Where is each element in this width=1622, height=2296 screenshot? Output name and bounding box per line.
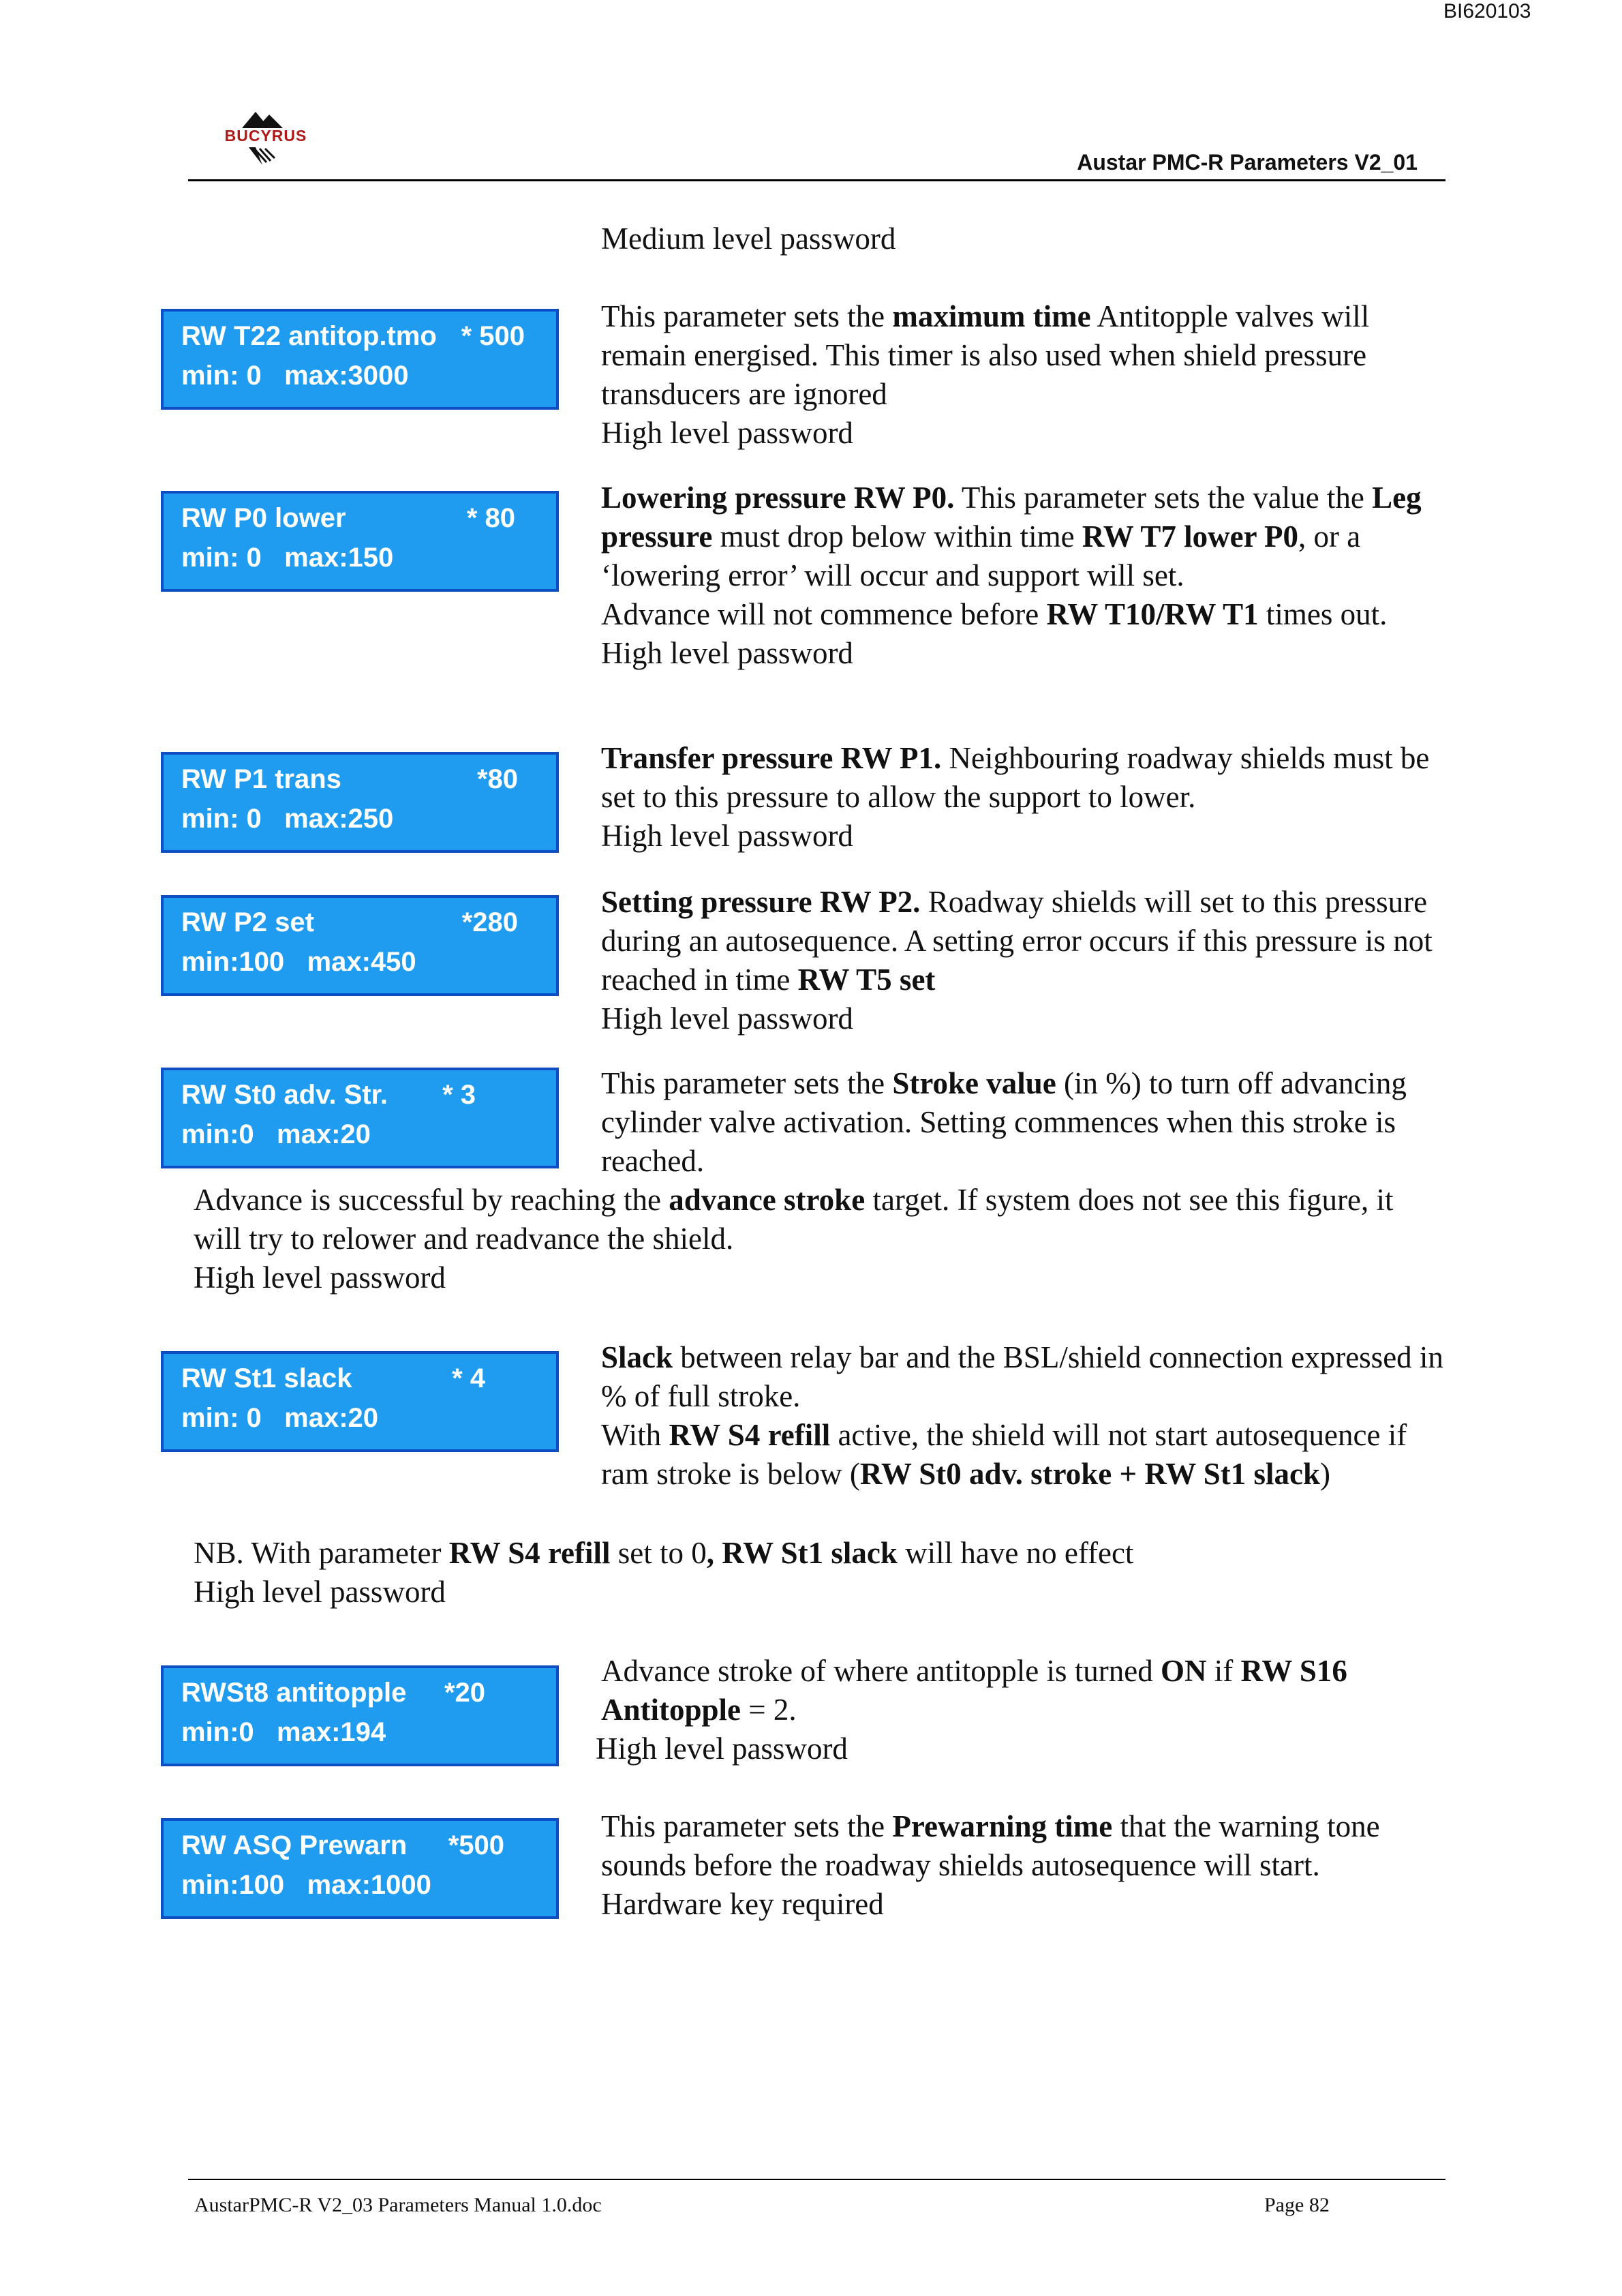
lcd-display-asq (161, 1818, 559, 1919)
section-t22: This parameter sets the maximum time Antitopple valves will remain energised. This timer is also used when shield pressure transducers are ignored High level password (601, 297, 1453, 453)
password-note: High level password (601, 1001, 853, 1036)
lcd-param-value: * 500 (461, 321, 525, 351)
section-p1: Transfer pressure RW P1. Neighbouring roadway shields must be set to this pressure to allow the support to lower. High level password (601, 739, 1453, 856)
header-rule (188, 179, 1445, 181)
document-id: BI620103 (1443, 0, 1531, 22)
lcd-param-range: min:0 max:20 (181, 1119, 371, 1149)
footer-filename: AustarPMC-R V2_03 Parameters Manual 1.0.doc (194, 2194, 602, 2216)
lcd-display-st1 (161, 1351, 559, 1452)
section-st8: Advance stroke of where antitopple is turned ON if RW S16 Antitopple = 2. High level password (601, 1652, 1453, 1768)
section-st1: Slack between relay bar and the BSL/shield connection expressed in % of full stroke. With RW S4 refill active, the shield will not start autosequence if ram stroke is below (RW St0 adv. stroke + RW St1 slack) (601, 1340, 1443, 1491)
lcd-param-value: * 3 (442, 1080, 476, 1110)
lcd-param-value: * 4 (452, 1363, 485, 1393)
bucyrus-logo (215, 108, 317, 176)
footer-page-number: Page 82 (1264, 2194, 1330, 2216)
lcd-param-name: RW St0 adv. Str. (181, 1080, 388, 1110)
section-asq: This parameter sets the Prewarning time that the warning tone sounds before the roadway shields autosequence will start. Hardware key required (601, 1807, 1453, 1924)
password-note: Hardware key required (601, 1887, 884, 1921)
lcd-param-range: min: 0 max:3000 (181, 361, 409, 391)
lcd-param-value: *80 (476, 764, 518, 794)
password-note: High level password (601, 416, 853, 450)
lcd-param-range: min:100 max:1000 (181, 1870, 431, 1900)
footer-rule (188, 2179, 1445, 2180)
password-note: High level password (601, 636, 853, 670)
lcd-param-name: RW P0 lower (181, 503, 346, 533)
section-st0: This parameter sets the Stroke value (in %) to turn off advancing cylinder valve activation. Setting commences when this stroke is reached. (601, 1066, 1407, 1178)
intro-password: Medium level password (601, 222, 896, 256)
logo-text: BUCYRUS (224, 127, 307, 145)
section-st1-note: NB. With parameter RW S4 refill set to 0, RW St1 slack will have no effect High level password (194, 1534, 1420, 1612)
lcd-param-name: RW P1 trans (181, 764, 341, 794)
section-p0: Lowering pressure RW P0. This parameter sets the value the Leg pressure must drop below within time RW T7 lower P0, or a ‘lowering error’ will occur and support will set. Advance will not commence before RW T10/RW T1 times out. High level password (601, 479, 1453, 673)
lcd-display-p2 (161, 895, 559, 996)
lcd-param-range: min: 0 max:250 (181, 804, 394, 834)
lcd-param-value: *20 (444, 1678, 485, 1708)
section-st0-continued: Advance is successful by reaching the advance stroke target. If system does not see this figure, it will try to relower and readvance the shield. High level password (194, 1181, 1420, 1297)
lcd-param-value: * 80 (466, 503, 515, 533)
lcd-param-value: *280 (461, 907, 518, 937)
lcd-param-name: RWSt8 antitopple (181, 1678, 407, 1708)
lcd-param-name: RW P2 set (181, 907, 314, 937)
lcd-display-p1 (161, 752, 559, 853)
lcd-param-range: min: 0 max:150 (181, 543, 394, 573)
lcd-display-p0 (161, 491, 559, 592)
lcd-param-range: min:0 max:194 (181, 1717, 386, 1747)
lcd-param-range: min:100 max:450 (181, 947, 416, 977)
lcd-param-name: RW T22 antitop.tmo (181, 321, 437, 351)
password-note: High level password (194, 1260, 446, 1295)
header-title: Austar PMC-R Parameters V2_01 (1077, 150, 1418, 175)
lcd-display-st8 (161, 1665, 559, 1766)
password-note: High level password (596, 1732, 848, 1766)
password-note: High level password (194, 1575, 446, 1609)
lcd-param-range: min: 0 max:20 (181, 1403, 379, 1433)
password-note: High level password (601, 819, 853, 853)
lcd-param-name: RW ASQ Prewarn (181, 1830, 408, 1860)
lcd-param-value: *500 (448, 1830, 504, 1860)
lcd-param-name: RW St1 slack (181, 1363, 352, 1393)
section-p2: Setting pressure RW P2. Roadway shields will set to this pressure during an autosequence. A setting error occurs if this pressure is not reached in time RW T5 set High level password (601, 883, 1453, 1038)
lcd-display-t22 (161, 309, 559, 410)
lcd-display-st0 (161, 1068, 559, 1168)
